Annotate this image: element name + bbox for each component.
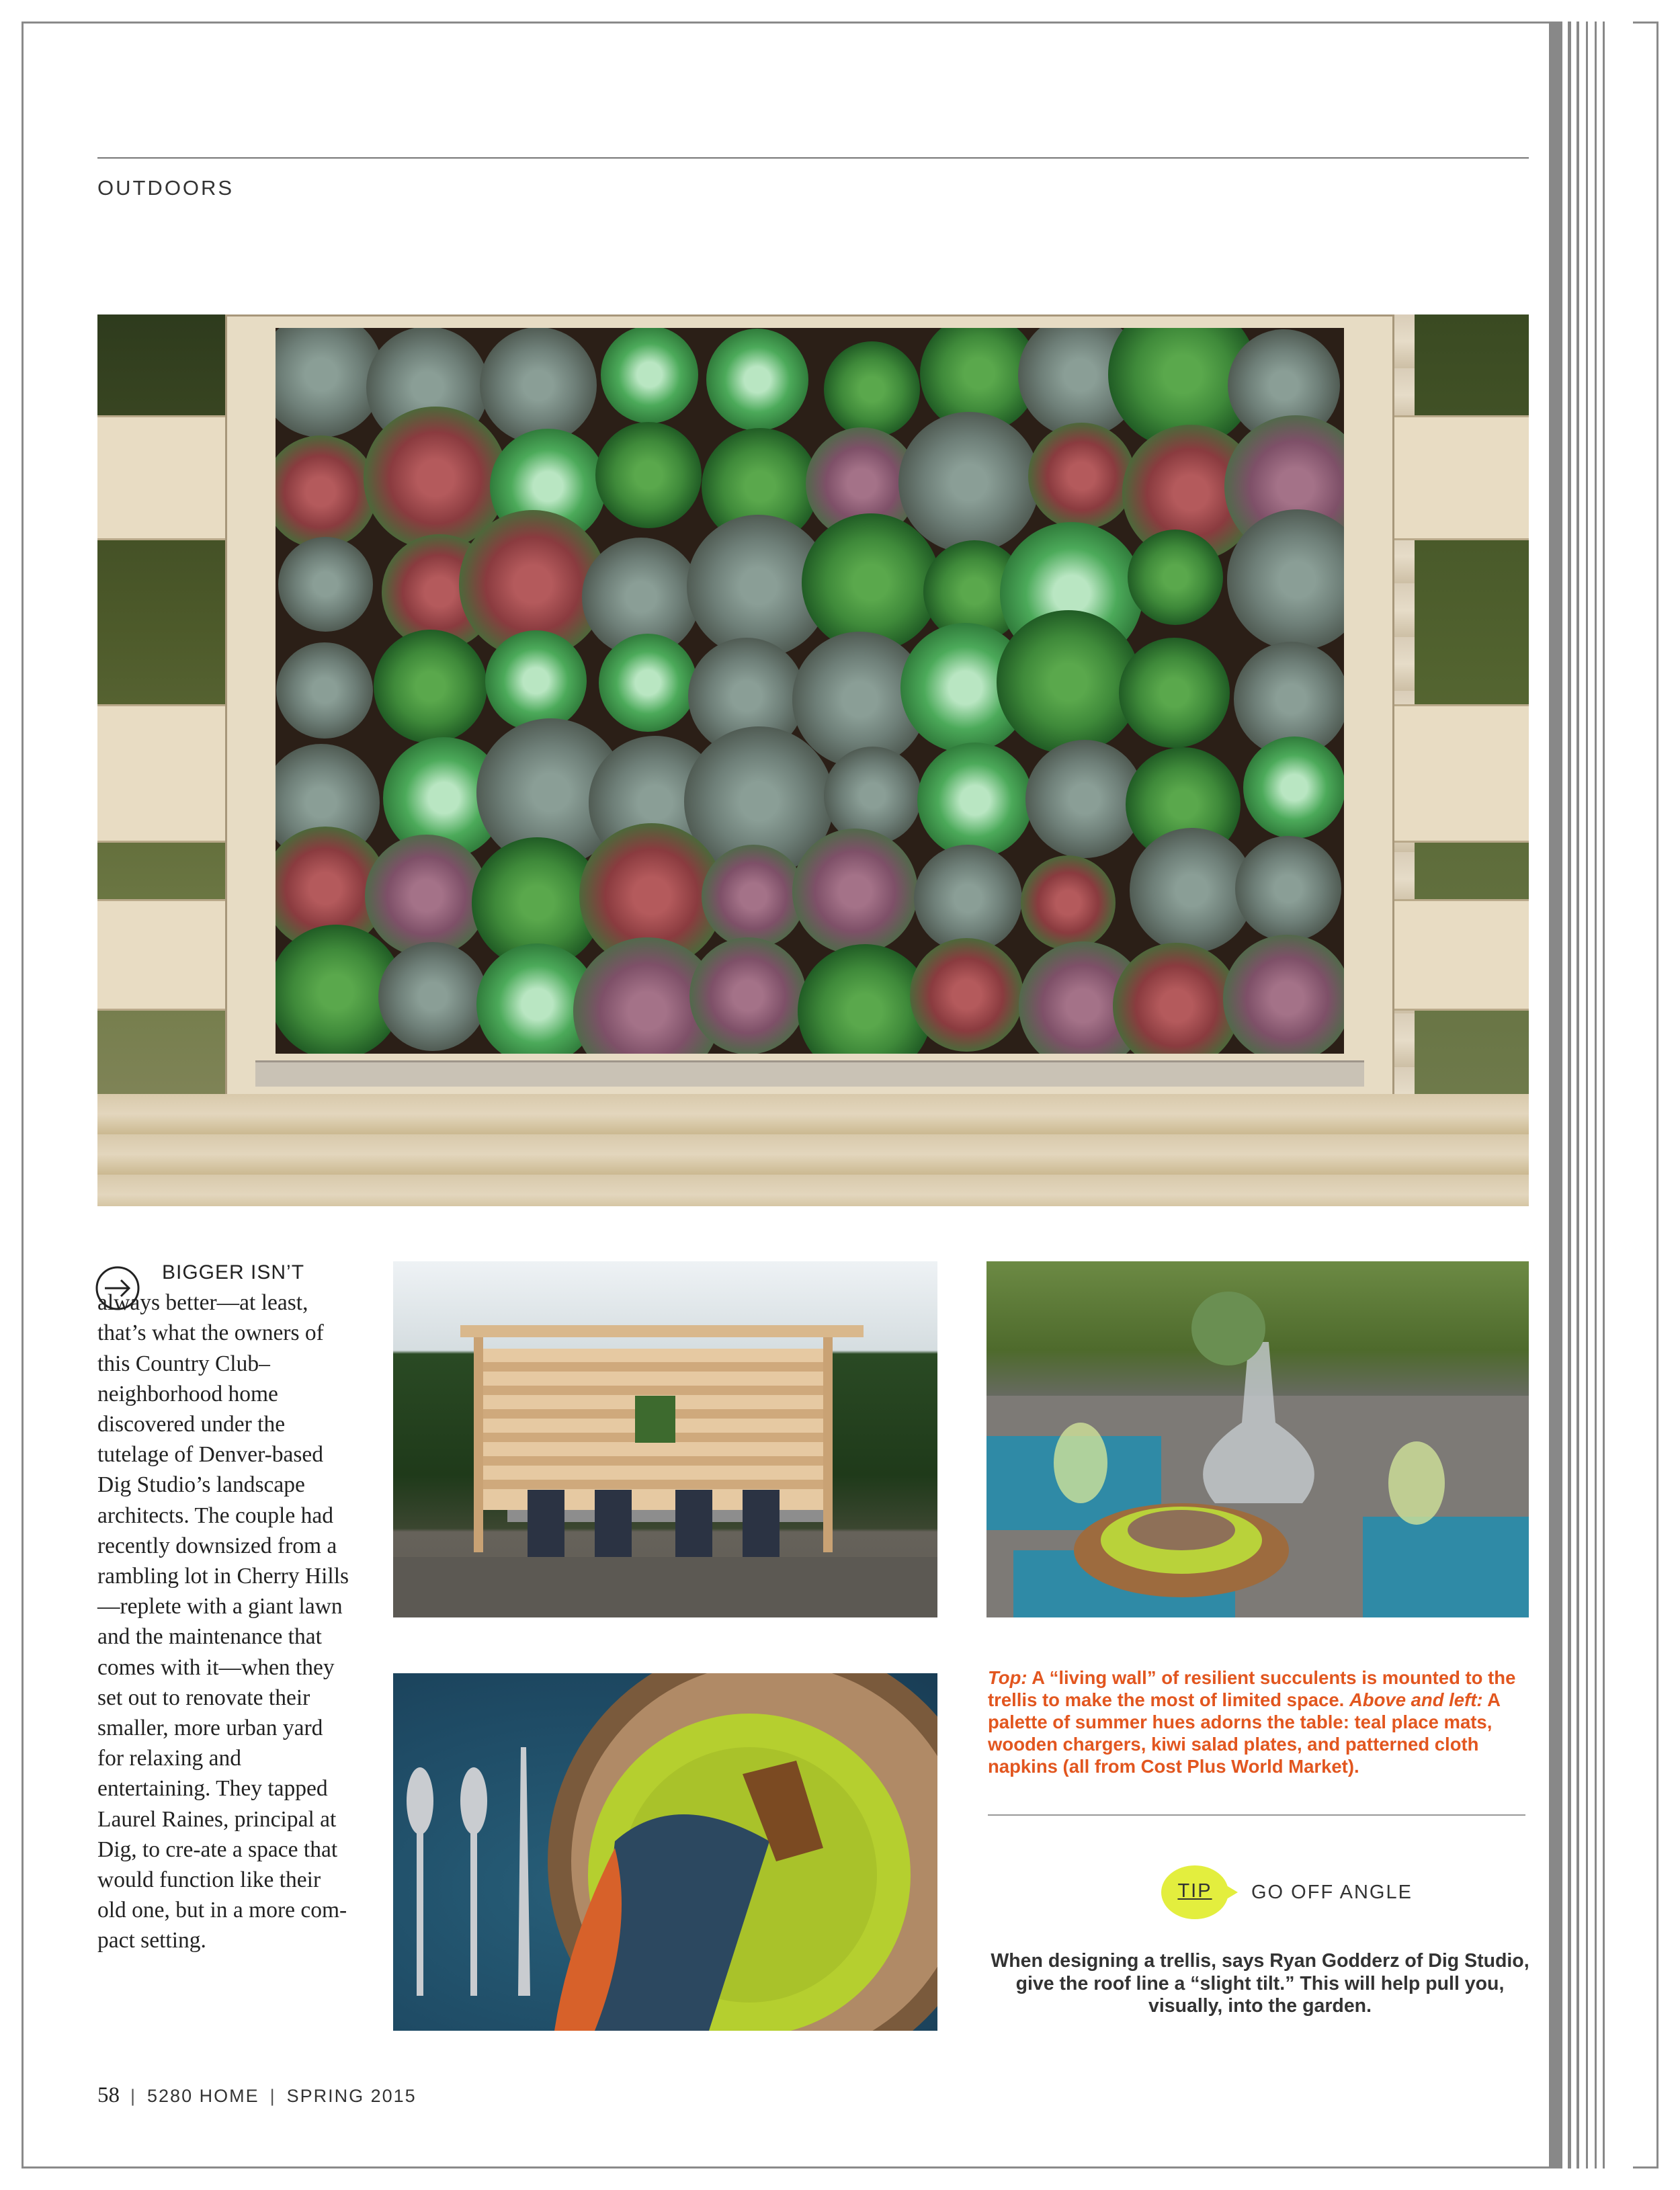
planter-ledge — [255, 1060, 1364, 1087]
succulent-rosette — [802, 513, 940, 652]
succulent-rosette — [1028, 423, 1135, 530]
succulent-rosette — [601, 328, 698, 423]
succulent-rosette — [689, 937, 806, 1054]
tip-label: TIP — [1177, 1880, 1212, 1902]
succulent-rosette — [276, 642, 372, 739]
issue-date: SPRING 2015 — [286, 2086, 417, 2106]
succulent-rosette — [1119, 638, 1230, 749]
succulent-rosette — [485, 630, 586, 731]
tip-text: When designing a trellis, says Ryan Godderz of Dig Studio, give the roof line a “slight tilt.” This will help pull you, visually, into the garden. — [991, 1950, 1529, 2017]
succulent-rosette — [917, 743, 1033, 858]
succulent-rosette — [365, 835, 488, 958]
article-body — [97, 1257, 353, 1956]
section-label: OUTDOORS — [97, 176, 235, 200]
succulent-rosette — [480, 328, 597, 444]
succulent-bed — [276, 328, 1344, 1054]
succulent-rosette — [378, 942, 488, 1052]
decorative-stripes — [1549, 22, 1633, 2168]
photo-caption — [988, 1667, 1532, 1777]
succulent-rosette — [824, 341, 920, 437]
succulent-rosette — [278, 537, 373, 632]
tip-title: GO OFF ANGLE — [1251, 1882, 1413, 1903]
succulent-rosette — [914, 845, 1021, 952]
caption-top-text: A “living wall” of resilient succulents is mounted to the trellis to make the most of limited space. — [988, 1667, 1516, 1710]
succulent-rosette — [792, 829, 918, 954]
succulent-rosette — [997, 610, 1140, 754]
succulent-rosette — [374, 630, 487, 743]
caption-above-text: A palette of summer hues adorns the table: teal place mats, wooden chargers, kiwi salad plates, and patterned cloth napkins (all from Cost Plus World Market). — [988, 1689, 1501, 1777]
patio-illustration — [393, 1261, 937, 1617]
closeup-illustration — [393, 1673, 937, 2031]
caption-above-label: Above and left: — [1349, 1689, 1483, 1710]
succulent-rosette — [1021, 855, 1116, 950]
table-illustration — [986, 1261, 1529, 1617]
wood-deck — [97, 1094, 1529, 1206]
patio-trellis-photo — [393, 1261, 937, 1617]
succulent-rosette — [1113, 943, 1240, 1054]
body-copy: always better—at least, that’s what the owners of this Country Club–neighborhood home discovered under the tutelage of Denver-based Dig Studio’s landscape architects. The couple had recently downsized from a rambling lot in Cherry Hills—replete with a giant lawn and the maintenance that comes with it—when they set out to renovate their smaller, more urban yard for relaxing and entertaining. They tapped Laurel Raines, principal at Dig, to cre-ate a space that would function like their old one, but in a more com-pact setting. — [97, 1290, 349, 1953]
living-wall-photo — [97, 314, 1529, 1206]
succulent-rosette — [595, 422, 702, 528]
succulent-rosette — [706, 329, 808, 431]
place-setting-closeup-photo — [393, 1673, 937, 2031]
header-rule — [97, 157, 1529, 159]
succulent-rosette — [1235, 836, 1341, 942]
succulent-rosette — [599, 634, 697, 732]
page-number: 58 — [97, 2083, 120, 2107]
page-footer: 58 | 5280 HOME | SPRING 2015 — [97, 2083, 417, 2107]
table-setting-photo — [986, 1261, 1529, 1617]
caption-top-label: Top: — [988, 1667, 1027, 1688]
succulent-rosette — [1223, 935, 1344, 1054]
lead-in: BIGGER ISN’T — [162, 1261, 305, 1283]
succulent-rosette — [898, 412, 1040, 553]
tip-divider — [988, 1814, 1525, 1816]
succulent-rosette — [1128, 530, 1223, 625]
magazine-name: 5280 HOME — [147, 2086, 259, 2106]
succulent-rosette — [702, 845, 805, 948]
succulent-rosette — [276, 435, 377, 549]
succulent-rosette — [910, 938, 1023, 1052]
succulent-rosette — [1243, 736, 1344, 839]
succulent-rosette — [824, 747, 921, 844]
